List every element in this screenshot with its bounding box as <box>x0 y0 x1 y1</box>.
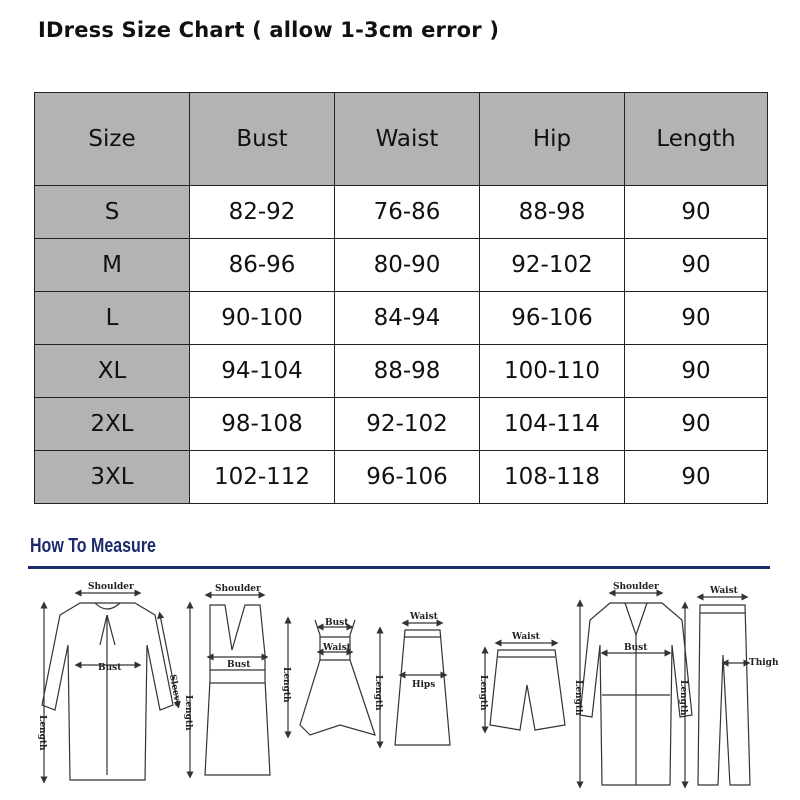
table-header-row <box>35 93 768 186</box>
waist-cell: 92-102 <box>335 398 480 451</box>
hip-cell: 104-114 <box>480 398 625 451</box>
bust-cell: 86-96 <box>190 239 335 292</box>
bust-cell: 98-108 <box>190 398 335 451</box>
length-label: Length <box>281 667 291 703</box>
bust-cell: 90-100 <box>190 292 335 345</box>
hip-cell: 96-106 <box>480 292 625 345</box>
waist-label: Waist <box>323 643 351 653</box>
header-waist: Waist <box>335 93 480 186</box>
hip-cell: 92-102 <box>480 239 625 292</box>
chart-title: IDress Size Chart ( allow 1-3cm error ) <box>38 18 500 42</box>
size-table <box>34 92 768 504</box>
size-cell: M <box>35 239 190 292</box>
table-row <box>35 239 768 292</box>
length-cell: 90 <box>625 451 768 504</box>
measurement-illustrations <box>20 575 780 800</box>
bust-label: Bust <box>624 643 648 653</box>
table-row <box>35 186 768 239</box>
bust-cell: 82-92 <box>190 186 335 239</box>
bust-label: Bust <box>98 663 122 673</box>
length-label: Length <box>183 695 193 731</box>
waist-cell: 88-98 <box>335 345 480 398</box>
header-hip: Hip <box>480 93 625 186</box>
table-row <box>35 398 768 451</box>
size-cell: 2XL <box>35 398 190 451</box>
hip-cell: 100-110 <box>480 345 625 398</box>
waist-label: Waist <box>710 586 738 596</box>
shoulder-label: Shoulder <box>215 584 261 594</box>
length-label: Length <box>478 675 488 711</box>
size-cell: S <box>35 186 190 239</box>
waist-cell: 76-86 <box>335 186 480 239</box>
bust-label: Bust <box>325 618 349 628</box>
waist-label: Waist <box>512 632 540 642</box>
size-cell: XL <box>35 345 190 398</box>
sleeve-label: Sleeve <box>167 673 183 708</box>
length-cell: 90 <box>625 186 768 239</box>
shoulder-label: Shoulder <box>88 582 134 592</box>
sleeveless-dress-sketch <box>190 595 270 775</box>
table-row <box>35 451 768 504</box>
header-length: Length <box>625 93 768 186</box>
length-label: Length <box>373 675 383 711</box>
length-label: Length <box>678 680 688 716</box>
how-to-measure-heading: How To Measure <box>30 535 156 557</box>
pants-sketch <box>685 597 750 785</box>
length-label: Length <box>37 715 47 751</box>
waist-cell: 80-90 <box>335 239 480 292</box>
thigh-label: Thigh <box>749 658 779 668</box>
waist-cell: 96-106 <box>335 451 480 504</box>
bust-label: Bust <box>227 660 251 670</box>
hips-label: Hips <box>412 680 436 690</box>
table-row <box>35 345 768 398</box>
blouse-sketch <box>42 593 178 780</box>
length-label: Length <box>573 680 583 716</box>
heading-divider <box>28 566 770 569</box>
garment-sketches <box>20 575 780 800</box>
shoulder-label: Shoulder <box>613 582 659 592</box>
length-cell: 90 <box>625 398 768 451</box>
bust-cell: 94-104 <box>190 345 335 398</box>
strap-dress-sketch <box>288 620 375 735</box>
hip-cell: 88-98 <box>480 186 625 239</box>
length-cell: 90 <box>625 292 768 345</box>
waist-label: Waist <box>410 612 438 622</box>
length-cell: 90 <box>625 345 768 398</box>
length-cell: 90 <box>625 239 768 292</box>
table-row <box>35 292 768 345</box>
size-cell: L <box>35 292 190 345</box>
size-cell: 3XL <box>35 451 190 504</box>
bust-cell: 102-112 <box>190 451 335 504</box>
coat-sketch <box>580 593 692 785</box>
hip-cell: 108-118 <box>480 451 625 504</box>
header-bust: Bust <box>190 93 335 186</box>
shorts-sketch <box>485 643 565 730</box>
waist-cell: 84-94 <box>335 292 480 345</box>
header-size: Size <box>35 93 190 186</box>
